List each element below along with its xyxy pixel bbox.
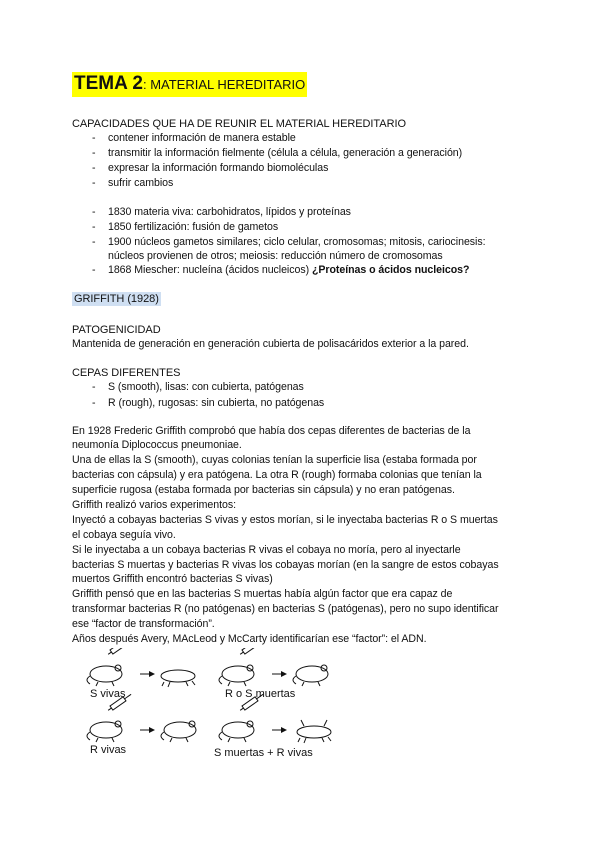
- syringe-icon: [107, 648, 133, 656]
- paragraph-line: Si le inyectaba a un cobaya bacterias R vivas el cobaya no moría, pero al inyectarle: [72, 544, 461, 556]
- paragraph-line: bacterias con cápsula) y era patógena. La otra R (rough) formaba colonias que tenían la: [72, 469, 482, 481]
- miescher-text: 1868 Miescher: nucleína (ácidos nucleicos): [108, 264, 312, 276]
- paragraph-line: Griffith pensó que en las bacterias S muertas había algún factor que era capaz de: [72, 588, 453, 600]
- bullet-dash: -: [92, 206, 96, 218]
- paragraph-line: muertos Griffith encontró bacterias S vivas): [72, 573, 273, 585]
- bullet-dash: -: [92, 381, 96, 393]
- highlighted-heading: GRIFFITH (1928): [74, 293, 159, 305]
- list-item: transmitir la información fielmente (célula a célula, generación a generación): [108, 147, 463, 159]
- paragraph-line: el cobaya seguía vivo.: [72, 529, 176, 541]
- list-item: 1850 fertilización: fusión de gametos: [108, 221, 279, 233]
- paragraph-line: Años después Avery, MAcLeod y McCarty identificarían ese “factor”: el ADN.: [72, 633, 427, 645]
- title-tema: TEMA 2: [74, 73, 143, 94]
- paragraph-line: ese “factor de transformación”.: [72, 618, 215, 630]
- bullet-dash: -: [92, 132, 96, 144]
- mouse-icon: [87, 665, 122, 686]
- paragraph-line: Inyectó a cobayas bacterias S vivas y estos morían, si le inyectaba bacterias R o S muertas: [72, 514, 498, 526]
- mouse-icon: [219, 721, 254, 742]
- paragraph-line: transformar bacterias R (no patógenas) en bacterias S (patógenas), pero no supo identificar: [72, 603, 499, 615]
- bullet-dash: -: [92, 162, 96, 174]
- mouse-icon: [87, 721, 122, 742]
- bullet-dash: -: [92, 397, 96, 409]
- paragraph-line: superficie rugosa (estaba formada por bacterias sin cápsula) y no eran patógenas.: [72, 484, 455, 496]
- list-item: 1830 materia viva: carbohidratos, lípidos y proteínas: [108, 206, 351, 218]
- list-item: R (rough), rugosas: sin cubierta, no patógenas: [108, 397, 325, 409]
- bullet-dash: -: [92, 177, 96, 189]
- list-item: S (smooth), lisas: con cubierta, patógenas: [108, 381, 304, 393]
- patogenicidad-heading: PATOGENICIDAD: [72, 324, 161, 336]
- list-item-continuation: núcleos provienen de otros; meiosis: reducción número de cromosomas: [108, 250, 443, 262]
- capacidades-heading: CAPACIDADES QUE HA DE REUNIR EL MATERIAL HEREDITARIO: [72, 118, 406, 130]
- key-question: ¿Proteínas o ácidos nucleicos?: [311, 264, 470, 276]
- paragraph-line: En 1928 Frederic Griffith comprobó que había dos cepas diferentes de bacterias de la: [72, 425, 471, 437]
- figure-label: S muertas + R vivas: [214, 747, 313, 759]
- patogenicidad-text: Mantenida de generación en generación cubierta de polisacáridos exterior a la pared.: [72, 338, 469, 350]
- figure-label: S vivas: [90, 688, 126, 700]
- list-item: expresar la información formando biomoléculas: [108, 162, 329, 174]
- mouse-icon: [219, 665, 254, 686]
- dead-mouse-icon: [161, 670, 195, 687]
- bullet-dash: -: [92, 264, 96, 276]
- bullet-dash: -: [92, 236, 96, 248]
- title-subject: : MATERIAL HEREDITARIO: [142, 77, 306, 92]
- figure-label: R o S muertas: [225, 688, 296, 700]
- dead-mouse-icon: [297, 720, 331, 743]
- list-item: contener información de manera estable: [108, 132, 296, 144]
- syringe-icon: [239, 648, 265, 656]
- list-item: [108, 263, 469, 277]
- griffith-experiment-figure: [80, 648, 370, 758]
- figure-label: R vivas: [90, 744, 127, 756]
- bullet-dash: -: [92, 221, 96, 233]
- cepas-heading: CEPAS DIFERENTES: [72, 367, 181, 379]
- section-heading-griffith: [72, 292, 161, 306]
- list-item: sufrir cambios: [108, 177, 174, 189]
- paragraph-line: Griffith realizó varios experimentos:: [72, 499, 236, 511]
- paragraph-line: Una de ellas la S (smooth), cuyas colonias tenían la superficie lisa (estaba formada por: [72, 454, 477, 466]
- bullet-dash: -: [92, 147, 96, 159]
- paragraph-line: neumonía Diplococcus pneumoniae.: [72, 439, 242, 451]
- mouse-icon: [161, 721, 196, 742]
- page-title: [72, 72, 307, 97]
- paragraph-line: bacterias S muertas y bacterias R vivas los cobayas morían (en la sangre de estos cobayas: [72, 559, 499, 571]
- mouse-icon: [293, 665, 328, 686]
- list-item: 1900 núcleos gametos similares; ciclo celular, cromosomas; mitosis, cariocinesis:: [108, 236, 486, 248]
